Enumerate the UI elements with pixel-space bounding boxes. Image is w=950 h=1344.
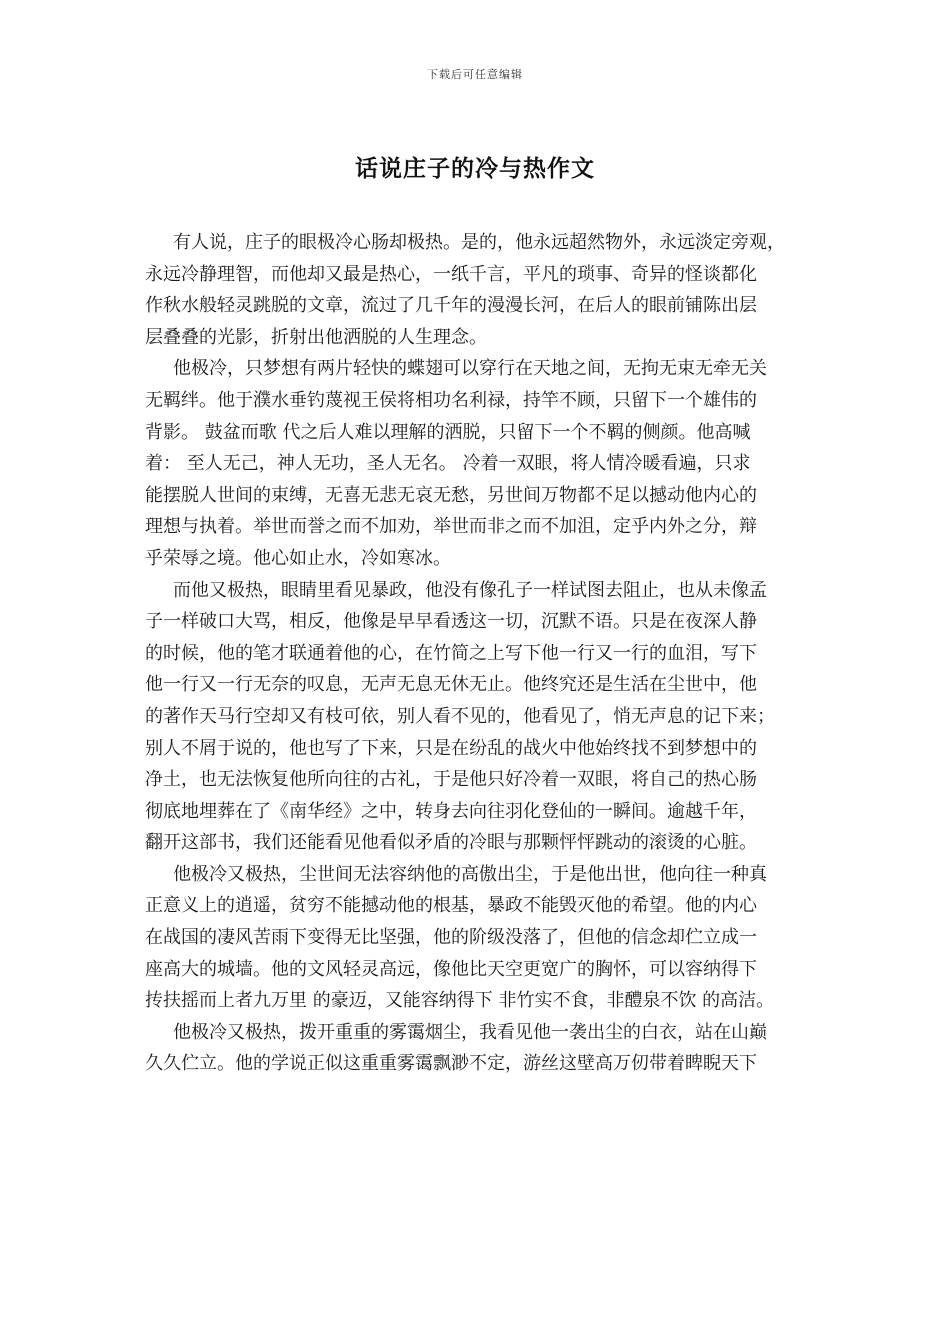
text-line: 而他又极热，眼睛里看见暴政，他没有像孔子一样试图去阻止，也从未像孟 (173, 579, 767, 601)
text-line: 久久伫立。他的学说正似这重重雾霭飘渺不定，游丝这壁高万仞带着睥睨天下 (145, 1053, 757, 1075)
text-line: 背影。 鼓盆而歌 代之后人难以理解的洒脱，只留下一个不羁的侧颜。他高喊 (145, 421, 751, 443)
text-line: 别人不屑于说的，他也写了下来，只是在纷乱的战火中他始终找不到梦想中的 (145, 737, 757, 759)
paragraph-5 (145, 1017, 807, 1080)
text-line: 作秋水般轻灵跳脱的文章，流过了几千年的漫漫长河，在后人的眼前铺陈出层 (145, 295, 757, 317)
text-line: 的著作天马行空却又有枝可依，别人看不见的，他看见了，悄无声息的记下来； (145, 705, 775, 727)
header-note: 下载后可任意编辑 (427, 68, 523, 81)
text-line: 座高大的城墙。他的文风轻灵高远，像他比天空更宽广的胸怀，可以容纳得下 (145, 958, 757, 980)
text-line: 子一样破口大骂，相反，他像是早早看透这一切，沉默不语。只是在夜深人静 (145, 611, 757, 633)
text-line: 无羁绊。他于濮水垂钓蔑视王侯将相功名利禄，持竿不顾，只留下一个雄伟的 (145, 389, 757, 411)
text-line: 理想与执着。举世而誉之而不加劝，举世而非之而不加沮，定乎内外之分，辩 (145, 516, 757, 538)
text-line: 他极冷又极热，拨开重重的雾霭烟尘，我看见他一袭出尘的白衣，站在山巅 (173, 1021, 767, 1043)
text-line: 他一行又一行无奈的叹息，无声无息无休无止。他终究还是生活在尘世中，他 (145, 674, 757, 696)
text-line: 翻开这部书，我们还能看见他看似矛盾的冷眼与那颗怦怦跳动的滚烫的心脏。 (145, 832, 757, 854)
document-body (145, 227, 807, 1080)
paragraph-2 (145, 353, 807, 574)
paragraph-4 (145, 859, 807, 1017)
text-line: 着： 至人无己，神人无功，圣人无名。 冷着一双眼，将人情冷暖看遍，只求 (145, 453, 751, 475)
text-line: 的时候，他的笔才联通着他的心，在竹简之上写下他一行又一行的血泪，写下 (145, 642, 757, 664)
paragraph-1 (145, 227, 807, 353)
text-line: 乎荣辱之境。他心如止水，冷如寒冰。 (145, 547, 451, 569)
text-line: 正意义上的逍遥，贫穷不能撼动他的根基，暴政不能毁灭他的希望。他的内心 (145, 895, 757, 917)
document-title: 话说庄子的冷与热作文 (355, 155, 595, 182)
text-line: 彻底地埋葬在了《南华经》之中，转身去向往羽化登仙的一瞬间。逾越千年， (145, 800, 757, 822)
text-line: 抟扶摇而上者九万里 的豪迈，又能容纳得下 非竹实不食，非醴泉不饮 的高洁。 (145, 990, 775, 1012)
paragraph-3 (145, 575, 807, 859)
text-line: 净土，也无法恢复他所向往的古礼，于是他只好冷着一双眼，将自己的热心肠 (145, 769, 757, 791)
text-line: 层叠叠的光影，折射出他洒脱的人生理念。 (145, 326, 487, 348)
text-line: 他极冷又极热，尘世间无法容纳他的高傲出尘，于是他出世，他向往一种真 (173, 863, 767, 885)
text-line: 有人说，庄子的眼极冷心肠却极热。是的，他永远超然物外，永远淡定旁观， (173, 232, 785, 253)
text-line: 能摆脱人世间的束缚，无喜无悲无哀无愁，另世间万物都不足以撼动他内心的 (145, 484, 757, 506)
text-line: 永远冷静理智，而他却又最是热心，一纸千言，平凡的琐事、奇异的怪谈都化 (145, 263, 757, 285)
text-line: 在战国的凄风苦雨下变得无比坚强，他的阶级没落了，但他的信念却伫立成一 (145, 927, 757, 949)
text-line: 他极冷，只梦想有两片轻快的蝶翅可以穿行在天地之间，无拘无束无牵无关 (173, 358, 767, 380)
